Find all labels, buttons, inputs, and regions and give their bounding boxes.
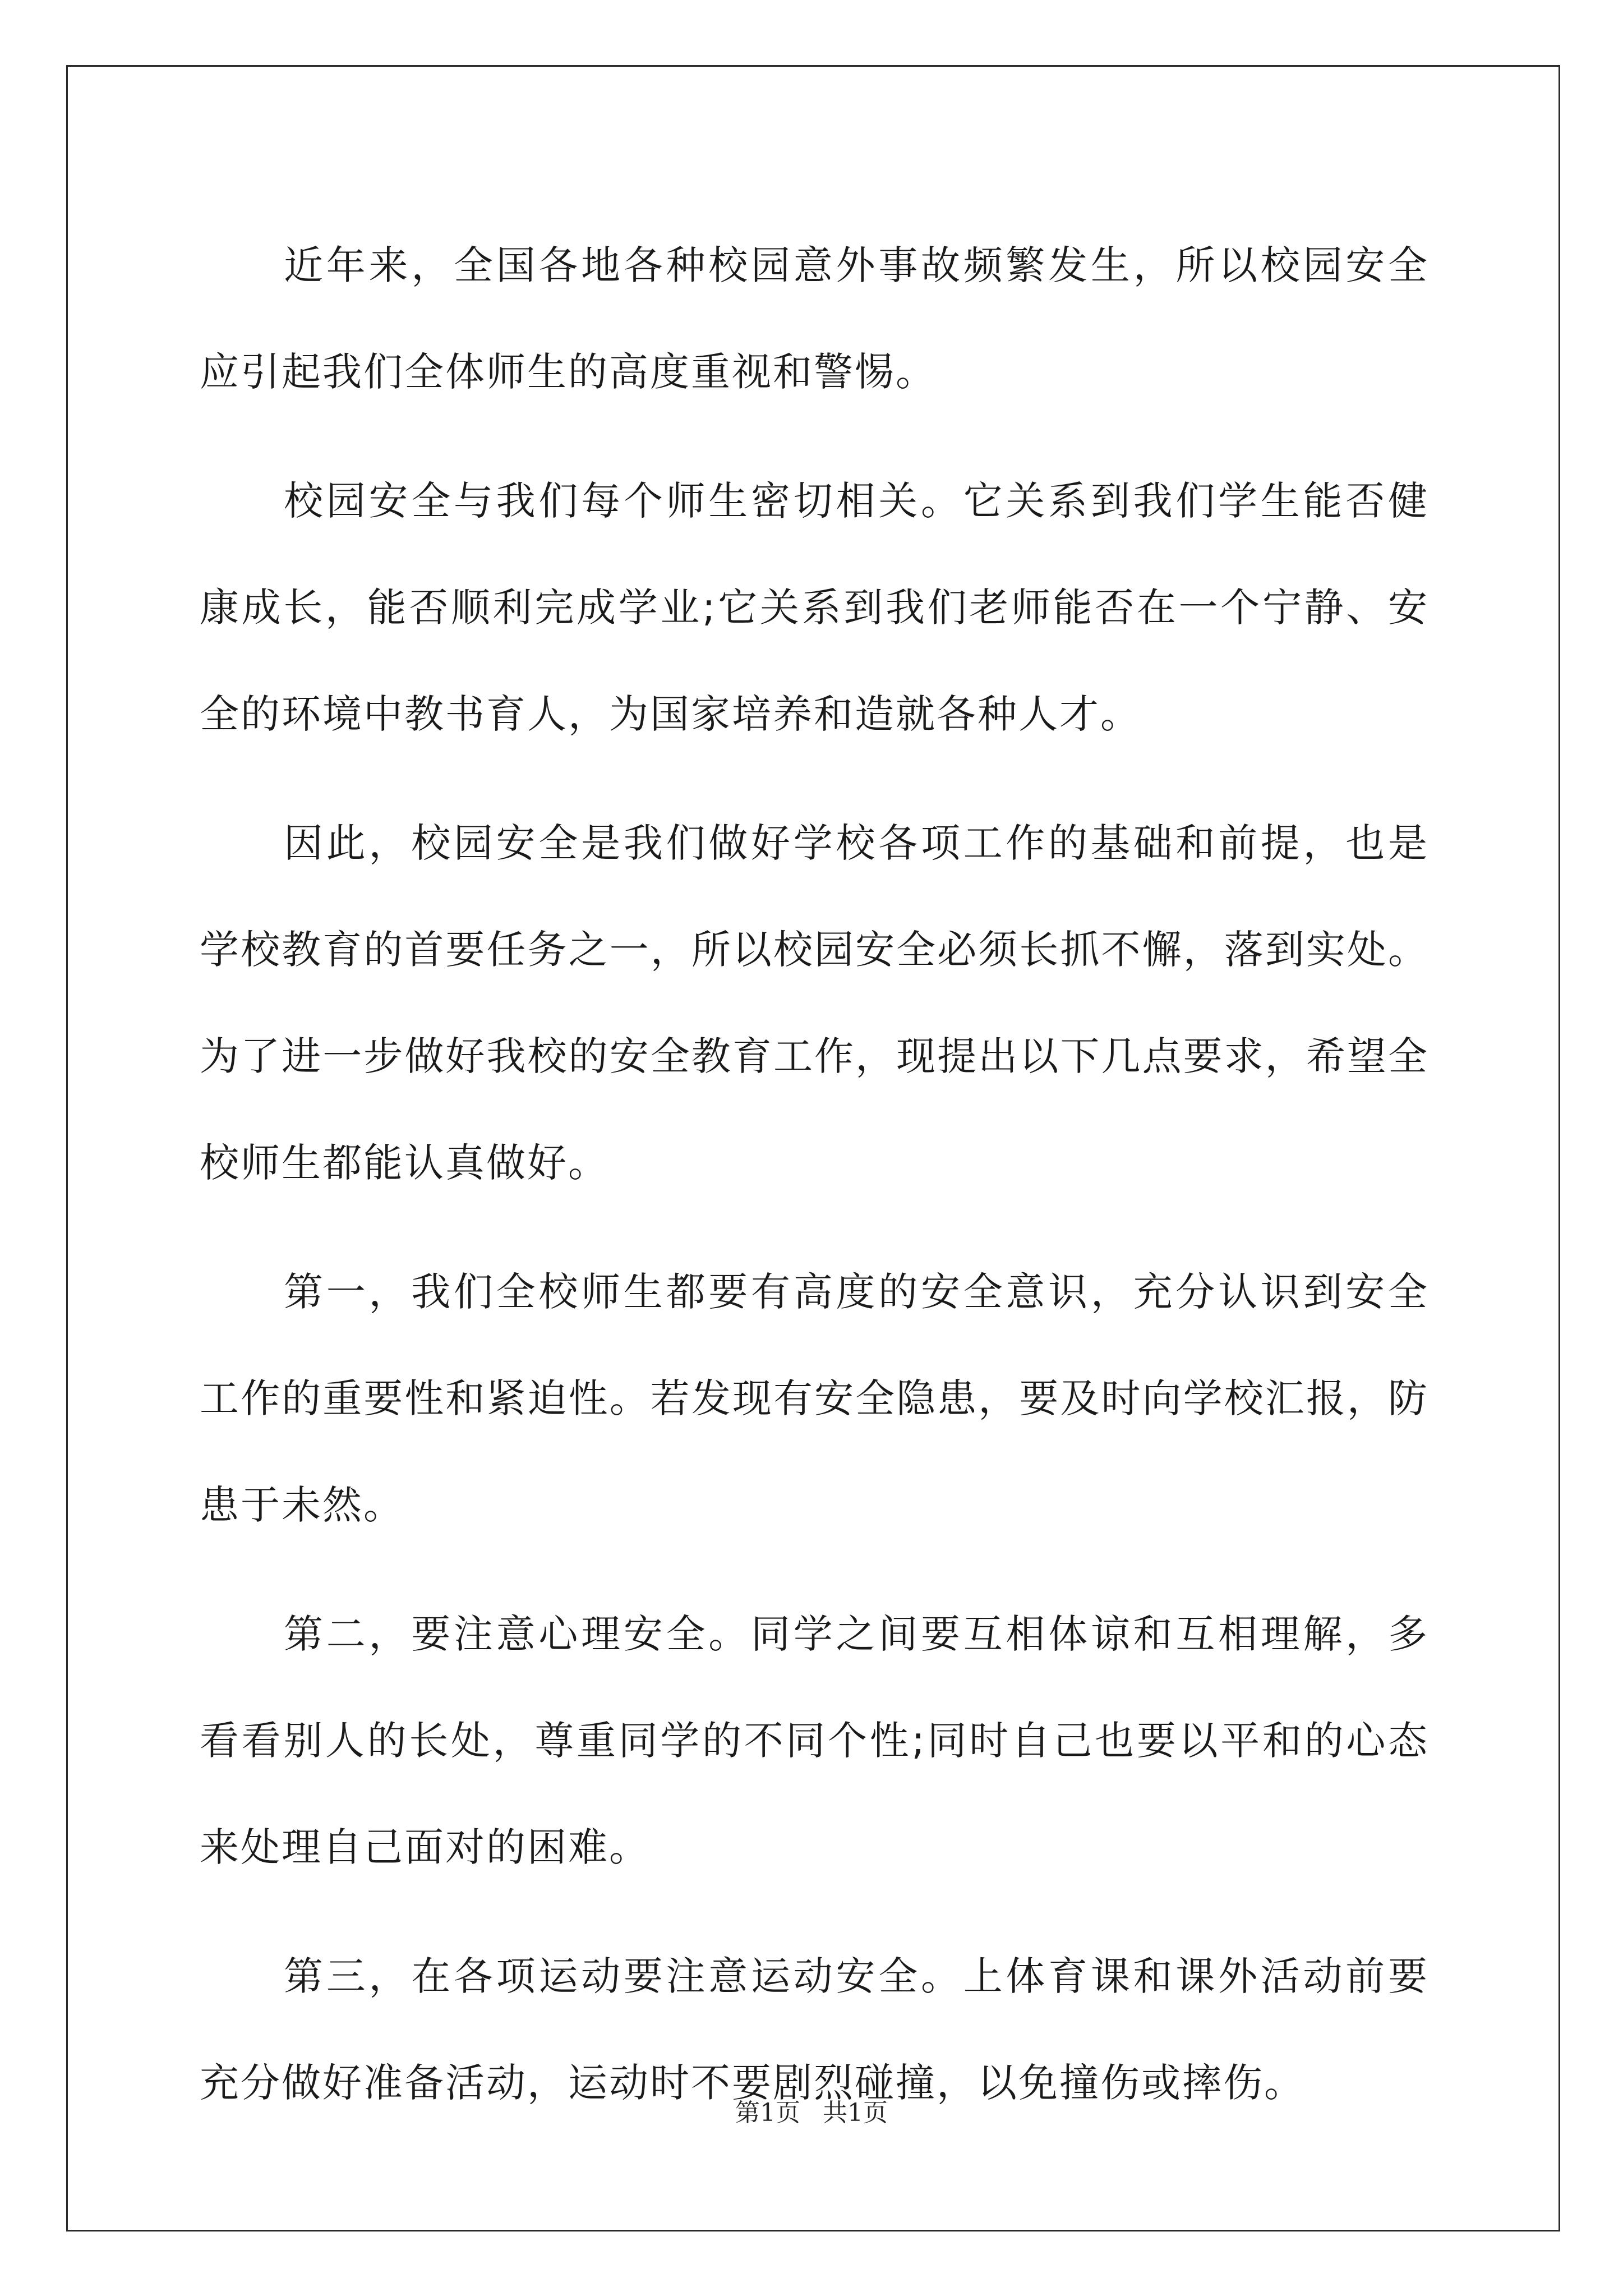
paragraph-4: 第一，我们全校师生都要有高度的安全意识，充分认识到安全工作的重要性和紧迫性。若发现有安全隐患，要及时向学校汇报，防患于未然。: [200, 1269, 1429, 1528]
paragraph-3: 因此，校园安全是我们做好学校各项工作的基础和前提，也是学校教育的首要任务之一，所以校园安全必须长抓不懈，落到实处。为了进一步做好我校的安全教育工作，现提出以下几点要求，希望全校师生都能认真做好。: [200, 820, 1429, 1186]
page-number-current: 第1页: [735, 2099, 800, 2127]
paragraph-1: 近年来，全国各地各种校园意外事故频繁发生，所以校园安全应引起我们全体师生的高度重视和警惕。: [200, 242, 1429, 395]
page-footer: [0, 2092, 1623, 2128]
page-number-total: 共1页: [823, 2099, 888, 2127]
paragraph-5: 第二，要注意心理安全。同学之间要互相体谅和互相理解，多看看别人的长处，尊重同学的不同个性;同时自己也要以平和的心态来处理自己面对的困难。: [200, 1611, 1429, 1870]
document-body: [200, 212, 1429, 2159]
paragraph-2: 校园安全与我们每个师生密切相关。它关系到我们学生能否健康成长，能否顺利完成学业;它关系到我们老师能否在一个宁静、安全的环境中教书育人，为国家培养和造就各种人才。: [200, 478, 1429, 737]
paragraph-6: 第三，在各项运动要注意运动安全。上体育课和课外活动前要充分做好准备活动，运动时不要剧烈碰撞，以免撞伤或摔伤。: [200, 1953, 1429, 2106]
